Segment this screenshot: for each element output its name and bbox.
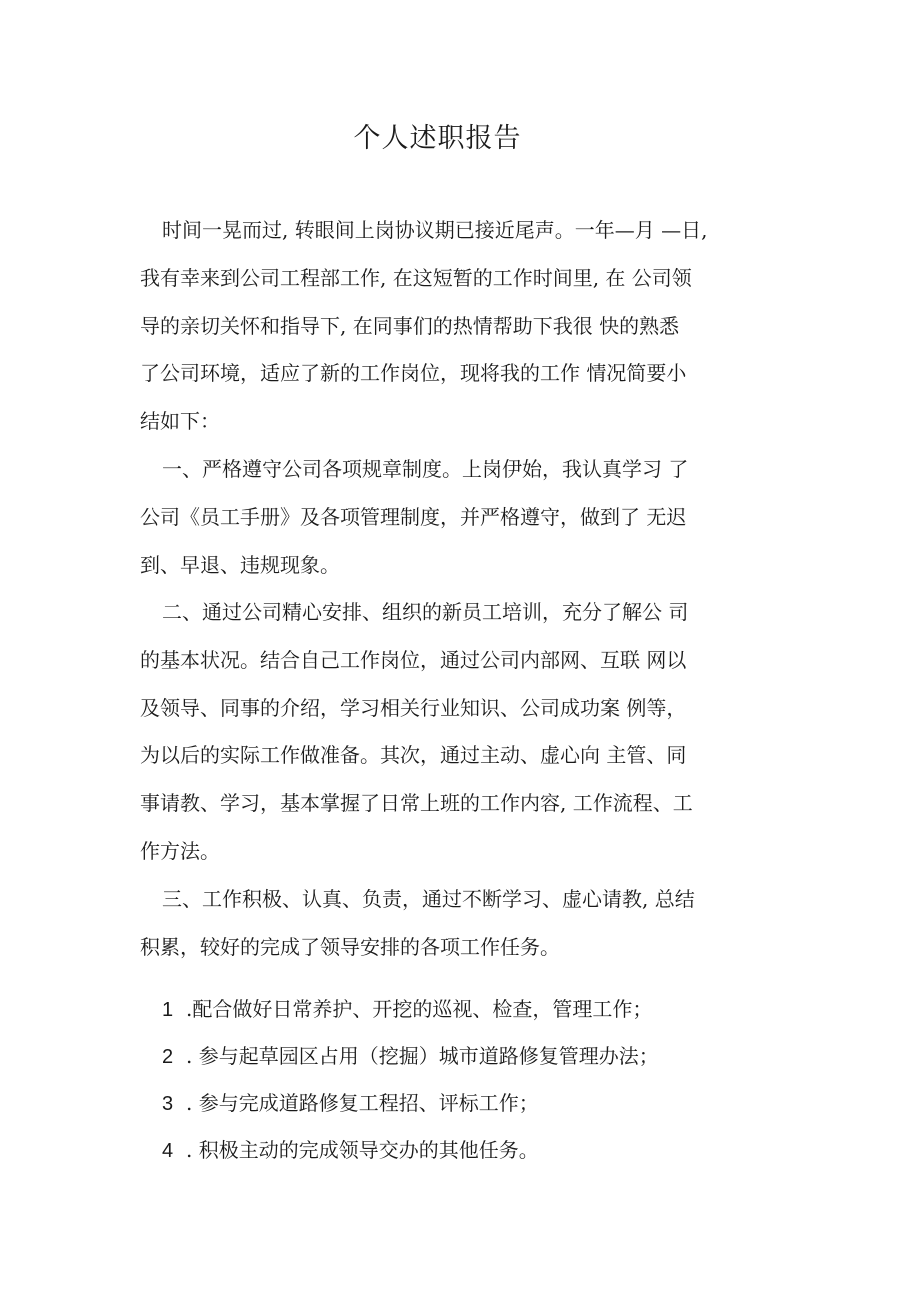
paragraph-line: 我有幸来到公司工程部工作, 在这短暂的工作时间里, 在 公司领: [140, 265, 692, 290]
list-item: [162, 1033, 762, 1080]
paragraph-line: 的基本状况。结合自己工作岗位，通过公司内部网、互联 网以: [140, 647, 687, 672]
paragraph-line: 三、工作积极、认真、负责，通过不断学习、虚心请教, 总结: [162, 887, 695, 911]
list-item-text: .配合做好日常养护、开挖的巡视、检查，管理工作；: [186, 997, 653, 1021]
paragraph-line: 为以后的实际工作做准备。其次，通过主动、虚心向 主管、同: [140, 743, 687, 768]
paragraph-line: 二、通过公司精心安排、组织的新员工培训，充分了解公 司: [162, 600, 689, 624]
paragraph-line: 时间一晃而过, 转眼间上岗协议期已接近尾声。一年—月 —日,: [162, 218, 708, 242]
paragraph-line: 作方法。: [140, 838, 220, 863]
paragraph-section-1: [140, 446, 742, 589]
list-item: [162, 1127, 762, 1174]
paragraph-line: 及领导、同事的介绍，学习相关行业知识、公司成功案 例等，: [140, 695, 687, 720]
paragraph-section-2: [140, 589, 742, 876]
paragraph-line: 结如下：: [140, 409, 220, 434]
list-item-text: . 积极主动的完成领导交办的其他任务。: [186, 1138, 539, 1162]
list-item-number: 3: [162, 1093, 174, 1115]
list-item-text: . 参与起草园区占用（挖掘）城市道路修复管理办法；: [186, 1044, 659, 1068]
paragraph-intro: [140, 207, 742, 446]
paragraph-line: 事请教、学习，基本掌握了日常上班的工作内容, 工作流程、工: [140, 791, 693, 816]
paragraph-line: 公司《员工手册》及各项管理制度，并严格遵守，做到了 无迟: [140, 504, 687, 529]
paragraph-line: 到、早退、违规现象。: [140, 552, 340, 577]
task-list: [162, 986, 762, 1174]
list-item: [162, 986, 762, 1033]
list-item: [162, 1080, 762, 1127]
list-item-number: 4: [162, 1140, 174, 1162]
paragraph-line: 积累，较好的完成了领导安排的各项工作任务。: [140, 934, 560, 959]
paragraph-line: 了公司环境，适应了新的工作岗位，现将我的工作 情况简要小: [140, 361, 687, 386]
list-item-number: 2: [162, 1046, 174, 1068]
paragraph-line: 一、严格遵守公司各项规章制度。上岗伊始，我认真学习 了: [162, 457, 689, 481]
paragraph-line: 导的亲切关怀和指导下, 在同事们的热情帮助下我很 快的熟悉: [140, 313, 680, 338]
list-item-text: . 参与完成道路修复工程招、评标工作；: [186, 1091, 539, 1115]
paragraph-section-3: [140, 876, 742, 972]
list-item-number: 1: [162, 999, 174, 1021]
document-title: 个人述职报告: [353, 123, 522, 154]
